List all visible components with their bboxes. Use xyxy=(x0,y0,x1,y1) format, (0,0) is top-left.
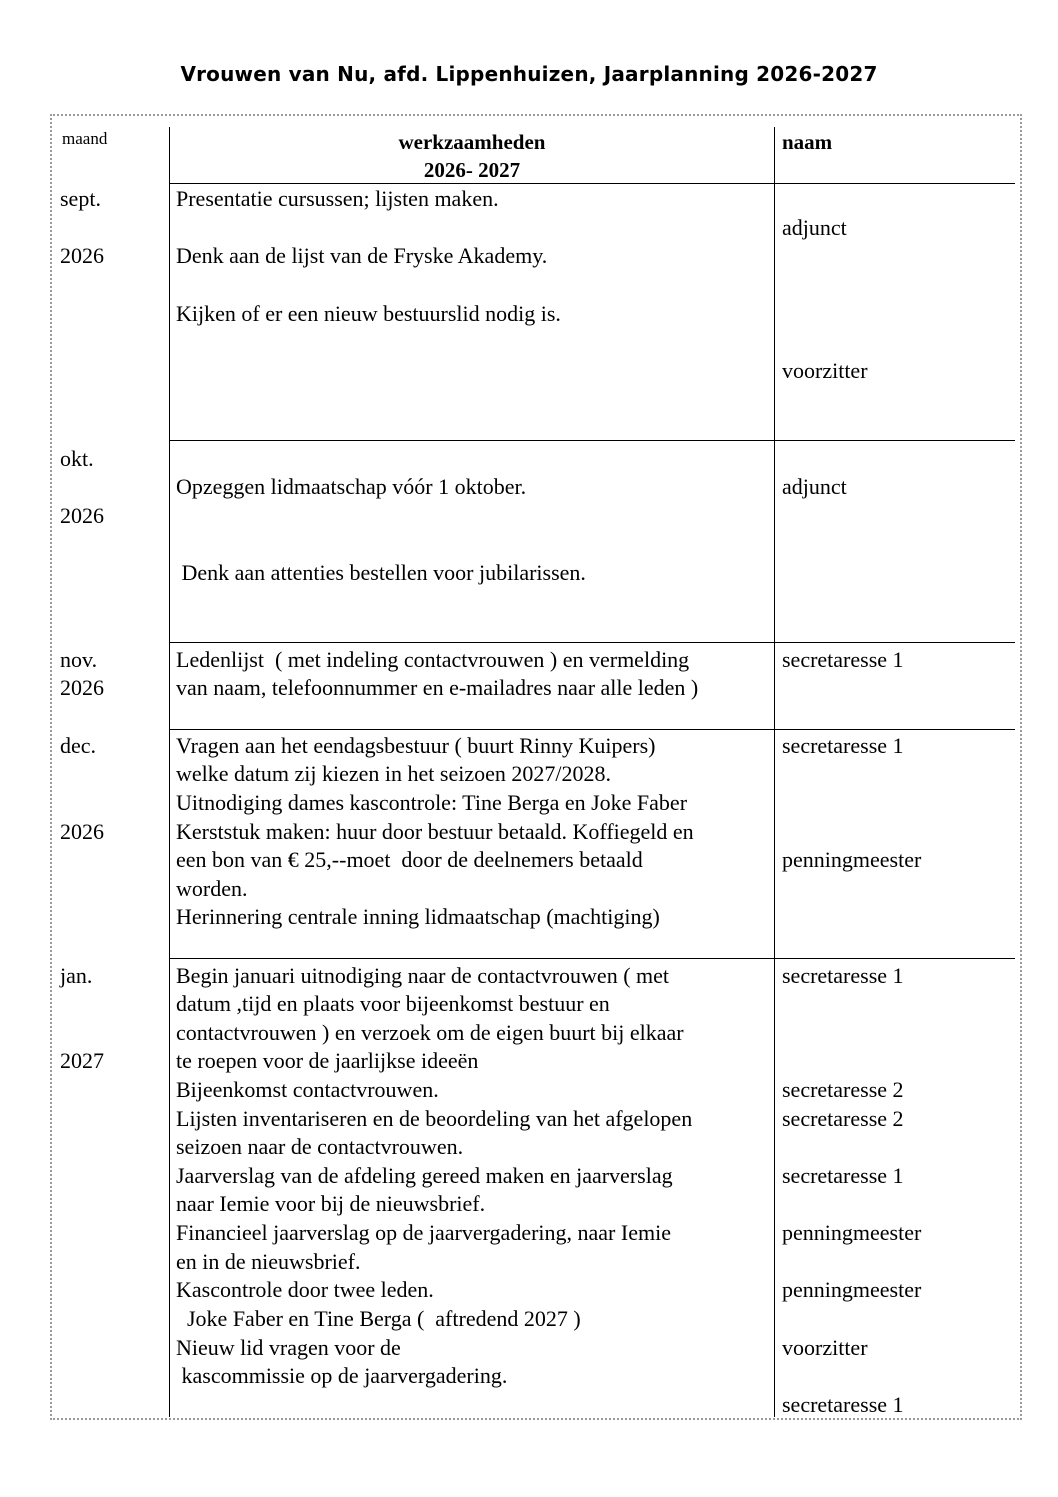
responsible-name: secretaresse 1 xyxy=(782,1163,904,1188)
task-text: van naam, telefoonnummer en e-mailadres naar alle leden ) xyxy=(176,675,699,700)
month-label: nov. xyxy=(60,647,98,672)
task-text: te roepen voor de jaarlijkse ideeën xyxy=(176,1048,479,1073)
responsible-name: penningmeester xyxy=(782,1277,922,1302)
task-text: Kijken of er een nieuw bestuurslid nodig is. xyxy=(176,301,561,326)
task-text: contactvrouwen ) en verzoek om de eigen buurt bij elkaar xyxy=(176,1020,684,1045)
responsible-name: secretaresse 1 xyxy=(782,1392,904,1417)
task-text: Herinnering centrale inning lidmaatschap (machtiging) xyxy=(176,904,660,929)
row-divider xyxy=(169,642,1015,643)
task-text: Kerststuk maken: huur door bestuur betaald. Koffiegeld en xyxy=(176,819,694,844)
task-text: Presentatie cursussen; lijsten maken. xyxy=(176,186,499,211)
task-text: seizoen naar de contactvrouwen. xyxy=(176,1134,464,1159)
responsible-name: penningmeester xyxy=(782,1220,922,1245)
column-divider-maand xyxy=(169,127,170,1417)
task-text: worden. xyxy=(176,876,248,901)
row-divider xyxy=(169,440,1015,441)
year-label: 2026 xyxy=(60,675,104,700)
task-text: Opzeggen lidmaatschap vóór 1 oktober. xyxy=(176,474,527,499)
page-title: Vrouwen van Nu, afd. Lippenhuizen, Jaarplanning 2026-2027 xyxy=(180,62,878,86)
task-text: naar Iemie voor bij de nieuwsbrief. xyxy=(176,1191,486,1216)
task-text: een bon van € 25,--moet door de deelnemers betaald xyxy=(176,847,643,872)
responsible-name: penningmeester xyxy=(782,847,922,872)
responsible-name: adjunct xyxy=(782,215,847,240)
task-text: Nieuw lid vragen voor de xyxy=(176,1335,401,1360)
year-label: 2026 xyxy=(60,503,104,528)
row-divider xyxy=(169,729,1015,730)
responsible-name: adjunct xyxy=(782,474,847,499)
task-text: datum ,tijd en plaats voor bijeenkomst bestuur en xyxy=(176,991,610,1016)
month-label: okt. xyxy=(60,446,94,471)
responsible-name: voorzitter xyxy=(782,358,868,383)
task-text: Joke Faber en Tine Berga ( aftredend 2027 ) xyxy=(176,1306,581,1331)
responsible-name: secretaresse 1 xyxy=(782,963,904,988)
month-label: dec. xyxy=(60,733,97,758)
year-label: 2027 xyxy=(60,1048,104,1073)
month-label: sept. xyxy=(60,186,101,211)
task-text: welke datum zij kiezen in het seizoen 2027/2028. xyxy=(176,761,611,786)
header-maand: maand xyxy=(62,129,108,148)
column-divider-werk xyxy=(774,127,775,1417)
task-text: Denk aan de lijst van de Fryske Akademy. xyxy=(176,243,548,268)
task-text: Begin januari uitnodiging naar de contactvrouwen ( met xyxy=(176,963,670,988)
task-text: Denk aan attenties bestellen voor jubilarissen. xyxy=(176,560,586,585)
month-label: jan. xyxy=(60,963,93,988)
responsible-name: secretaresse 1 xyxy=(782,647,904,672)
responsible-name: secretaresse 1 xyxy=(782,733,904,758)
responsible-name: secretaresse 2 xyxy=(782,1106,904,1131)
task-text: Kascontrole door twee leden. xyxy=(176,1277,434,1302)
responsible-name: secretaresse 2 xyxy=(782,1077,904,1102)
task-text: Bijeenkomst contactvrouwen. xyxy=(176,1077,439,1102)
task-text: Financieel jaarverslag op de jaarvergadering, naar Iemie xyxy=(176,1220,671,1245)
header-werkzaamheden: werkzaamheden xyxy=(398,130,546,154)
task-text: Jaarverslag van de afdeling gereed maken en jaarverslag xyxy=(176,1163,673,1188)
row-divider xyxy=(169,958,1015,959)
year-label: 2026 xyxy=(60,819,104,844)
task-text: kascommissie op de jaarvergadering. xyxy=(176,1363,508,1388)
task-text: Lijsten inventariseren en de beoordeling van het afgelopen xyxy=(176,1106,693,1131)
header-jaar: 2026- 2027 xyxy=(423,158,521,182)
task-text: en in de nieuwsbrief. xyxy=(176,1249,361,1274)
task-text: Uitnodiging dames kascontrole: Tine Berga en Joke Faber xyxy=(176,790,688,815)
responsible-name: voorzitter xyxy=(782,1335,868,1360)
task-text: Vragen aan het eendagsbestuur ( buurt Rinny Kuipers) xyxy=(176,733,656,758)
header-naam: naam xyxy=(782,130,833,154)
task-text: Ledenlijst ( met indeling contactvrouwen ) en vermelding xyxy=(176,647,690,672)
year-label: 2026 xyxy=(60,243,104,268)
